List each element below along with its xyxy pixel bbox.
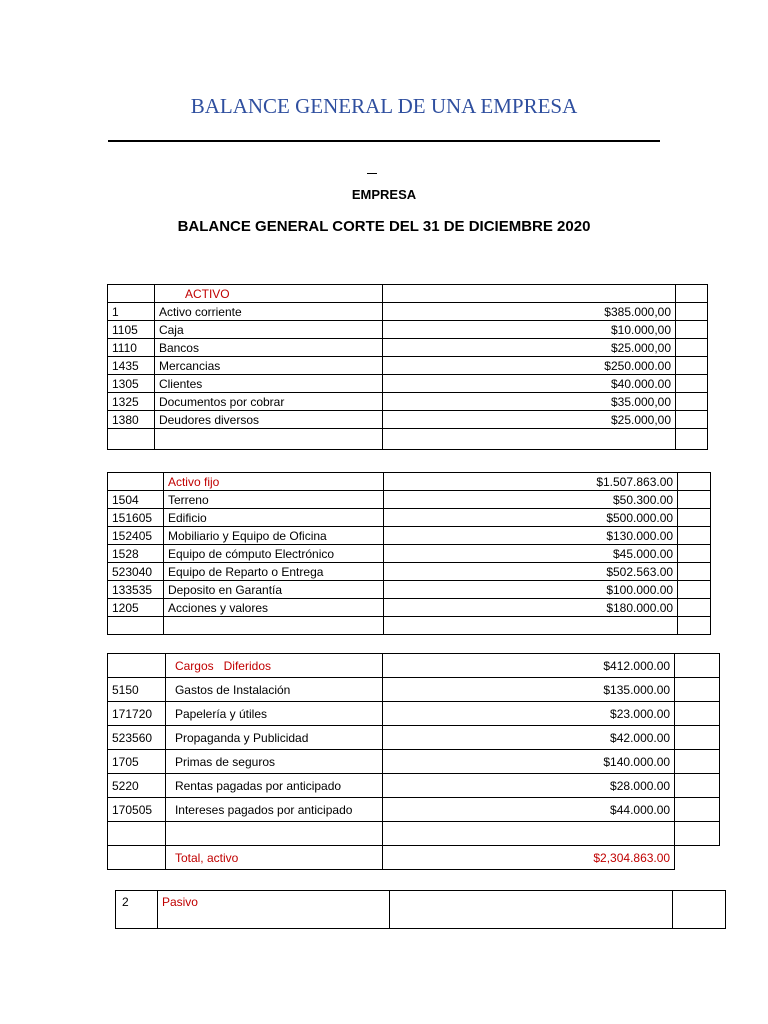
account-name: Equipo de Reparto o Entrega xyxy=(163,563,383,581)
table-row xyxy=(108,303,708,321)
account-code: 1705 xyxy=(108,750,166,774)
account-name: Primas de seguros xyxy=(165,750,382,774)
total-activo-amount: $2,304.863.00 xyxy=(382,846,674,870)
account-name: Mercancias xyxy=(154,357,382,375)
account-code: 1528 xyxy=(108,545,164,563)
account-amount: $23.000.00 xyxy=(382,702,674,726)
account-amount: $45.000.00 xyxy=(383,545,677,563)
table-row xyxy=(108,617,711,635)
table-row xyxy=(108,357,708,375)
account-name: Documentos por cobrar xyxy=(154,393,382,411)
pasivo-code: 2 xyxy=(116,891,158,929)
table-row xyxy=(108,654,720,678)
account-code: 1 xyxy=(108,303,155,321)
account-code: 1110 xyxy=(108,339,155,357)
account-code: 1380 xyxy=(108,411,155,429)
account-code: 523040 xyxy=(108,563,164,581)
account-name: Acciones y valores xyxy=(163,599,383,617)
activo-fijo-total: $1.507.863.00 xyxy=(383,473,677,491)
account-amount: $135.000.00 xyxy=(382,678,674,702)
activo-header: ACTIVO xyxy=(154,285,382,303)
company-label: EMPRESA xyxy=(351,187,417,202)
account-code: 5220 xyxy=(108,774,166,798)
account-name: Rentas pagadas por anticipado xyxy=(165,774,382,798)
table-row xyxy=(108,509,711,527)
account-name: Intereses pagados por anticipado xyxy=(165,798,382,822)
cargos-header: Cargos Diferidos xyxy=(165,654,382,678)
account-name: Propaganda y Publicidad xyxy=(165,726,382,750)
total-activo-label: Total, activo xyxy=(165,846,382,870)
account-amount: $100.000.00 xyxy=(383,581,677,599)
table-row xyxy=(108,822,720,846)
table-row xyxy=(108,285,708,303)
activo-fijo-table xyxy=(107,472,711,635)
table-row xyxy=(108,581,711,599)
table-row xyxy=(108,527,711,545)
account-amount: $35.000,00 xyxy=(382,393,675,411)
total-row xyxy=(108,846,720,870)
table-row xyxy=(108,563,711,581)
account-amount: $250.000.00 xyxy=(382,357,675,375)
account-name: Caja xyxy=(154,321,382,339)
table-row xyxy=(108,321,708,339)
pasivo-table xyxy=(115,890,726,929)
table-row xyxy=(108,599,711,617)
account-name: Papelería y útiles xyxy=(165,702,382,726)
title-underline xyxy=(108,140,660,142)
table-row xyxy=(108,393,708,411)
account-amount: $140.000.00 xyxy=(382,750,674,774)
account-amount: $42.000.00 xyxy=(382,726,674,750)
account-code: 151605 xyxy=(108,509,164,527)
table-row xyxy=(108,375,708,393)
account-amount: $25.000,00 xyxy=(382,411,675,429)
account-name: Deposito en Garantía xyxy=(163,581,383,599)
account-amount: $44.000.00 xyxy=(382,798,674,822)
table-row xyxy=(108,750,720,774)
account-amount: $180.000.00 xyxy=(383,599,677,617)
account-amount: $28.000.00 xyxy=(382,774,674,798)
table-row xyxy=(108,545,711,563)
account-code: 1504 xyxy=(108,491,164,509)
table-row xyxy=(116,891,726,929)
account-code: 1325 xyxy=(108,393,155,411)
document-title: BALANCE GENERAL DE UNA EMPRESA xyxy=(190,94,578,118)
table-row xyxy=(108,798,720,822)
title-underline-tail xyxy=(367,173,377,174)
activo-table xyxy=(107,284,708,450)
account-name: Equipo de cómputo Electrónico xyxy=(163,545,383,563)
account-code: 133535 xyxy=(108,581,164,599)
account-name: Gastos de Instalación xyxy=(165,678,382,702)
table-row xyxy=(108,473,711,491)
account-code: 1435 xyxy=(108,357,155,375)
activo-fijo-header: Activo fijo xyxy=(163,473,383,491)
balance-subtitle: BALANCE GENERAL CORTE DEL 31 DE DICIEMBRE 2020 xyxy=(177,218,591,235)
account-code: 1305 xyxy=(108,375,155,393)
account-name: Terreno xyxy=(163,491,383,509)
account-code: 523560 xyxy=(108,726,166,750)
table-row xyxy=(108,491,711,509)
table-row xyxy=(108,678,720,702)
account-name: Activo corriente xyxy=(154,303,382,321)
account-amount: $500.000.00 xyxy=(383,509,677,527)
account-name: Clientes xyxy=(154,375,382,393)
account-amount: $385.000,00 xyxy=(382,303,675,321)
account-code: 1105 xyxy=(108,321,155,339)
account-amount: $25.000,00 xyxy=(382,339,675,357)
account-name: Deudores diversos xyxy=(154,411,382,429)
table-row xyxy=(108,429,708,450)
table-row xyxy=(108,726,720,750)
account-name: Bancos xyxy=(154,339,382,357)
pasivo-header: Pasivo xyxy=(157,891,389,929)
cargos-diferidos-table xyxy=(107,653,720,870)
account-amount: $50.300.00 xyxy=(383,491,677,509)
account-amount: $10.000,00 xyxy=(382,321,675,339)
account-code: 5150 xyxy=(108,678,166,702)
account-code: 170505 xyxy=(108,798,166,822)
cargos-total: $412.000.00 xyxy=(382,654,674,678)
table-row xyxy=(108,774,720,798)
account-amount: $40.000.00 xyxy=(382,375,675,393)
account-code: 1205 xyxy=(108,599,164,617)
account-amount: $130.000.00 xyxy=(383,527,677,545)
account-name: Edificio xyxy=(163,509,383,527)
account-code: 152405 xyxy=(108,527,164,545)
account-amount: $502.563.00 xyxy=(383,563,677,581)
table-row xyxy=(108,702,720,726)
table-row xyxy=(108,339,708,357)
table-row xyxy=(108,411,708,429)
account-name: Mobiliario y Equipo de Oficina xyxy=(163,527,383,545)
account-code: 171720 xyxy=(108,702,166,726)
